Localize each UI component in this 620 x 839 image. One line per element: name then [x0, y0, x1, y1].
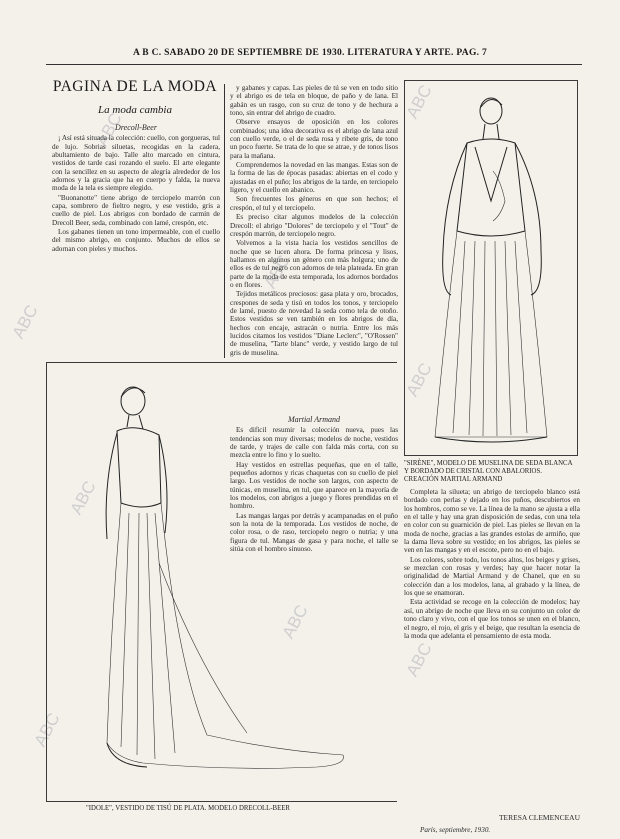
left-column	[52, 122, 220, 358]
gown-illustration-sirene	[405, 81, 577, 455]
watermark: ABC	[260, 251, 294, 292]
section-heading-drecoll: Drecoll-Beer	[115, 123, 157, 132]
article-paragraph: Volvemos a la vista hacia los vestidos sencillos de noche que se lucen ahora. De forma princesa y lisos, hallamos en algunos un género con más holgura; uno de ellos es de tul negro con adornos de tela plateada. En gran parte de la moda de esta temporada, los adornos bordados o en flores.	[230, 239, 398, 289]
article-paragraph: y gabanes y capas. Las pieles de tú se ven en todo sitio y el abrigo es de tela en bloque, de paño y de lana. El gabán es un rasgo, con su cruz de tono y de hechura a tono, sin entrar del abrigo de cuadro.	[230, 84, 398, 118]
gown-illustration-idole	[47, 363, 397, 801]
article-paragraph: Es difícil resumir la colección nueva, pues las tendencias son muy diversas; modelos de noche, vestidos de tarde, y trajes de calle con falda más corta, con su mezcla entre lo fino y lo suelto.	[230, 426, 398, 460]
page-title: PAGINA DE LA MODA	[52, 78, 218, 95]
article-paragraph: Observe ensayos de oposición en los colores combinados; una idea decorativa es el abrigo de lana azul con cuello verde, o el de seda rosa y ribete gris, de tono un poco fuerte. Se trata de lo que se atrae, y de tonos lisos para la mañana.	[230, 118, 398, 160]
article-paragraph: Las mangas largas por detrás y acampanadas en el puño son la nota de la temporada. Los vestidos de noche, de color rosa, o de raso, terciopelo negro o nutria; y una figura de tul. Mangas de gasa y para noche, el talle se sitúa con el hombro sinuoso.	[230, 511, 398, 554]
column-divider	[224, 84, 225, 358]
watermark: ABC	[402, 639, 436, 680]
article-paragraph: Completa la silueta; un abrigo de terciopelo blanco está bordado con perlas y dejado en los puños, descubiertos en los hombros, como se ve. La línea de la mano se ajusta a ella en el talle y hay una gran disposición de sedas, con una tela en color con su guarnición de piel. Las pieles se llevan en la moda de noche, gracias a las grandes estolas de armiño, que la dama lleva sobre su vestido; en los abrigos, las pieles se ven en las mangas y en el escote, pero no en el bajo.	[404, 488, 580, 555]
article-paragraph: Los colores, sobre todo, los tonos altos, los beiges y grises, se mezclan con rosas y verdes; hay que hacer notar la originalidad de Martial Armand y de Chanel, que en su colección dan a los modelos, lana, al grabado y la línea, de los que se enamoran.	[404, 555, 580, 598]
right-column	[404, 488, 580, 806]
left-figure-caption: "IDOLE", VESTIDO DE TISÚ DE PLATA. MODELO DRECOLL-BEER	[86, 805, 290, 812]
article-paragraph: Hay vestidos en estrellas pequeñas, que en el talle, pequeños adornos y ricas chaquetas con su cuello de piel largo. Los vestidos de noche son largos, con aspecto de túnicas, en muselina, en tul, que aparece en la mayoría de los modelos, con abrigos a juego y flores prendidas en el hombro.	[230, 460, 398, 511]
dateline: París, septiembre, 1930.	[420, 826, 491, 834]
watermark: ABC	[66, 477, 100, 518]
author-signature: TERESA CLEMENCEAU	[498, 813, 580, 822]
watermark: ABC	[92, 109, 126, 150]
article-paragraph: Esta actividad se recoge en la colección de modelos; hay así, un abrigo de noche que lleva en su conjunto un color de tono claro y vivo, con el que los tonos se unen en el blanco, el negro, el rojo, el gris y el beige, que resultan la esencia de la moda que adelanta el pensamiento de esta moda.	[404, 598, 580, 640]
page-subtitle: La moda cambia	[98, 104, 172, 116]
watermark: ABC	[8, 301, 42, 342]
article-paragraph: Tejidos metálicos preciosos: gasa plata y oro, brocados, crespones de seda y tisú en todos los tonos, y terciopelo de lamé, puesto de novedad la seda como tela de otoño. Estos vestidos se ven también en los abrigos de día, hechos con encaje, astracán o nutria. Entre los más lucidos citamos los vestidos "Diane Leclerc", "O'Rossen" de muselina, "Tarte blanc" verde, y vestido largo de tul gris de muselina.	[230, 290, 398, 357]
article-paragraph: Es preciso citar algunos modelos de la colección Drecoll: el abrigo "Dolores" de terciopelo y el "Tout" de crespón marrón, de terciopelo negro.	[230, 213, 398, 238]
watermark: ABC	[278, 601, 312, 642]
section-heading-martial-armand: Martial Armand	[287, 415, 341, 424]
article-paragraph: ¡ Así está situada la colección: cuello, con gorgueras, tul de lujo. Sobrias siluetas, recogidas en la cadera, abultamiento de bajo. Talle alto marcado en cintura, vestidos de tarde casi rozando el suelo. El arte elegante con la sencillez en su aspecto de alegría alrededor de los adornos y la gracia que ha en cuerpo y falda, la nueva moda de la tela es siempre elegido.	[52, 134, 220, 193]
masthead: A B C. SABADO 20 DE SEPTIEMBRE DE 1930. LITERATURA Y ARTE. PAG. 7	[132, 48, 488, 58]
watermark: ABC	[402, 359, 436, 400]
masthead-rule	[46, 64, 582, 65]
right-figure-caption: "SIRÈNE", MODELO DE MUSELINA DE SEDA BLANCA Y BORDADO DE CRISTAL CON ABALORIOS. CREACIÓN MARTIAL ARMAND	[404, 460, 573, 483]
watermark: ABC	[30, 709, 64, 750]
watermark: ABC	[402, 81, 436, 122]
left-figure-frame	[46, 362, 397, 802]
article-paragraph: Son frecuentes los géneros en que son hechos; el crespón, el tul y el terciopelo.	[230, 195, 398, 212]
article-paragraph: "Buonanotte" tiene abrigo de terciopelo marrón con capa, sombrero de fieltro negro, y ese vestido, gris a cuello de piel. Los abrigos con bordado de carmín de Drecoll Beer, seda, combinado con lamé, crespón, etc.	[52, 193, 220, 227]
article-paragraph: Comprendemos la novedad en las mangas. Estas son de la forma de las de épocas pasadas: abiertas en el codo y ajustadas en el puño; los abrigos de la tarde, en terciopelo ligero, y el cuello en abanico.	[230, 161, 398, 195]
right-figure-frame	[404, 80, 578, 456]
article-paragraph: Los gabanes tienen un tono impermeable, con el cuello del mismo abrigo, en conjunto. Muchos de ellos se adornan con pieles y muchos.	[52, 228, 220, 253]
